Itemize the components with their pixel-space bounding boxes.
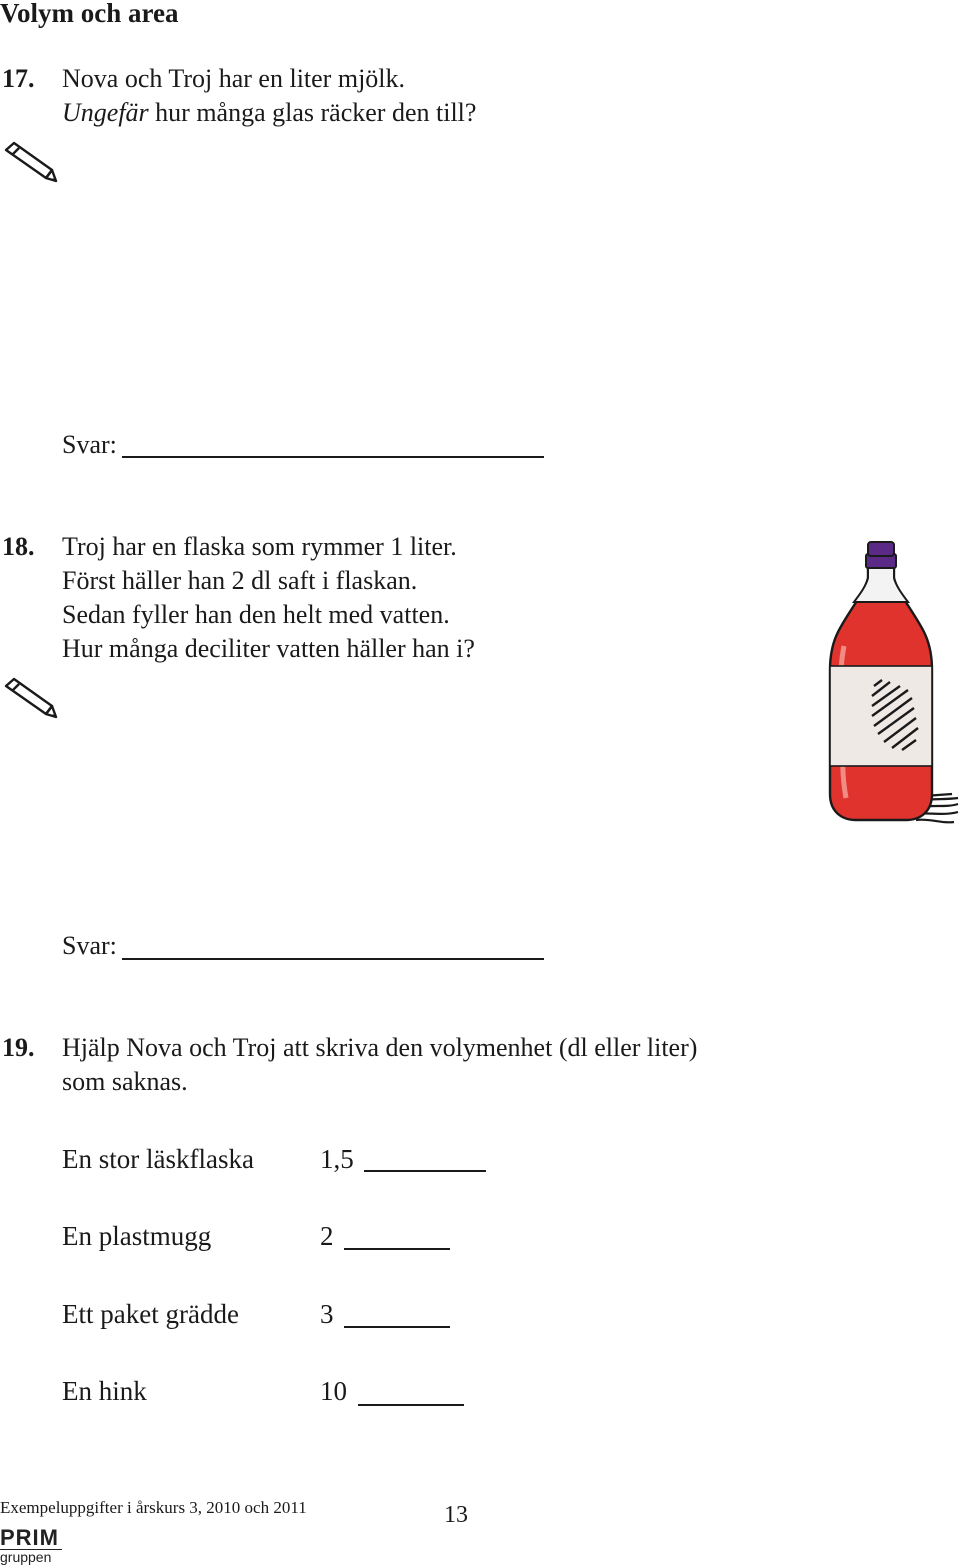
unit-answer-blank[interactable] bbox=[344, 1326, 450, 1328]
question-17-line-1: Nova och Troj har en liter mjölk. bbox=[62, 64, 406, 93]
question-17-number: 17. bbox=[2, 64, 35, 93]
question-17-line-2-rest: hur många glas räcker den till? bbox=[148, 98, 477, 127]
footer-text: Exempeluppgifter i årskurs 3, 2010 och 2011 bbox=[0, 1498, 307, 1517]
logo-main: PRIM bbox=[0, 1525, 59, 1550]
logo-sub: gruppen bbox=[0, 1549, 62, 1564]
unit-row-label: En stor läskflaska bbox=[62, 1144, 254, 1174]
unit-row-value: 3 bbox=[320, 1299, 334, 1329]
question-19-line-1: Hjälp Nova och Troj att skriva den volymenhet (dl eller liter) bbox=[62, 1033, 698, 1062]
question-18-answer-label: Svar: bbox=[62, 931, 117, 960]
bottle-illustration bbox=[812, 536, 960, 828]
unit-row-label: En plastmugg bbox=[62, 1221, 212, 1251]
question-19-line-2: som saknas. bbox=[62, 1067, 188, 1096]
question-18-line-3: Sedan fyller han den helt med vatten. bbox=[62, 600, 450, 629]
question-19-number: 19. bbox=[2, 1033, 35, 1062]
question-17-emphasis: Ungefär bbox=[62, 98, 149, 127]
unit-row-label: En hink bbox=[62, 1376, 147, 1406]
unit-answer-blank[interactable] bbox=[358, 1404, 464, 1406]
question-18-line-4: Hur många deciliter vatten häller han i? bbox=[62, 634, 475, 663]
question-18-line-1: Troj har en flaska som rymmer 1 liter. bbox=[62, 532, 457, 561]
page-title: Volym och area bbox=[0, 0, 179, 28]
unit-row-value: 1,5 bbox=[320, 1144, 354, 1174]
unit-answer-blank[interactable] bbox=[344, 1248, 450, 1250]
prim-logo bbox=[0, 1527, 62, 1564]
unit-answer-blank[interactable] bbox=[364, 1170, 486, 1172]
pencil-icon bbox=[2, 140, 58, 184]
unit-row-value: 2 bbox=[320, 1221, 334, 1251]
question-18-number: 18. bbox=[2, 532, 35, 561]
unit-row-value: 10 bbox=[320, 1376, 347, 1406]
page-number: 13 bbox=[444, 1502, 468, 1528]
question-17-line-2 bbox=[62, 98, 476, 128]
question-18-line-2: Först häller han 2 dl saft i flaskan. bbox=[62, 566, 418, 595]
question-17-answer-line[interactable] bbox=[122, 456, 544, 458]
unit-row-label: Ett paket grädde bbox=[62, 1299, 239, 1329]
question-18-answer-line[interactable] bbox=[122, 958, 544, 960]
pencil-icon bbox=[2, 676, 58, 720]
question-17-answer-label: Svar: bbox=[62, 430, 117, 459]
